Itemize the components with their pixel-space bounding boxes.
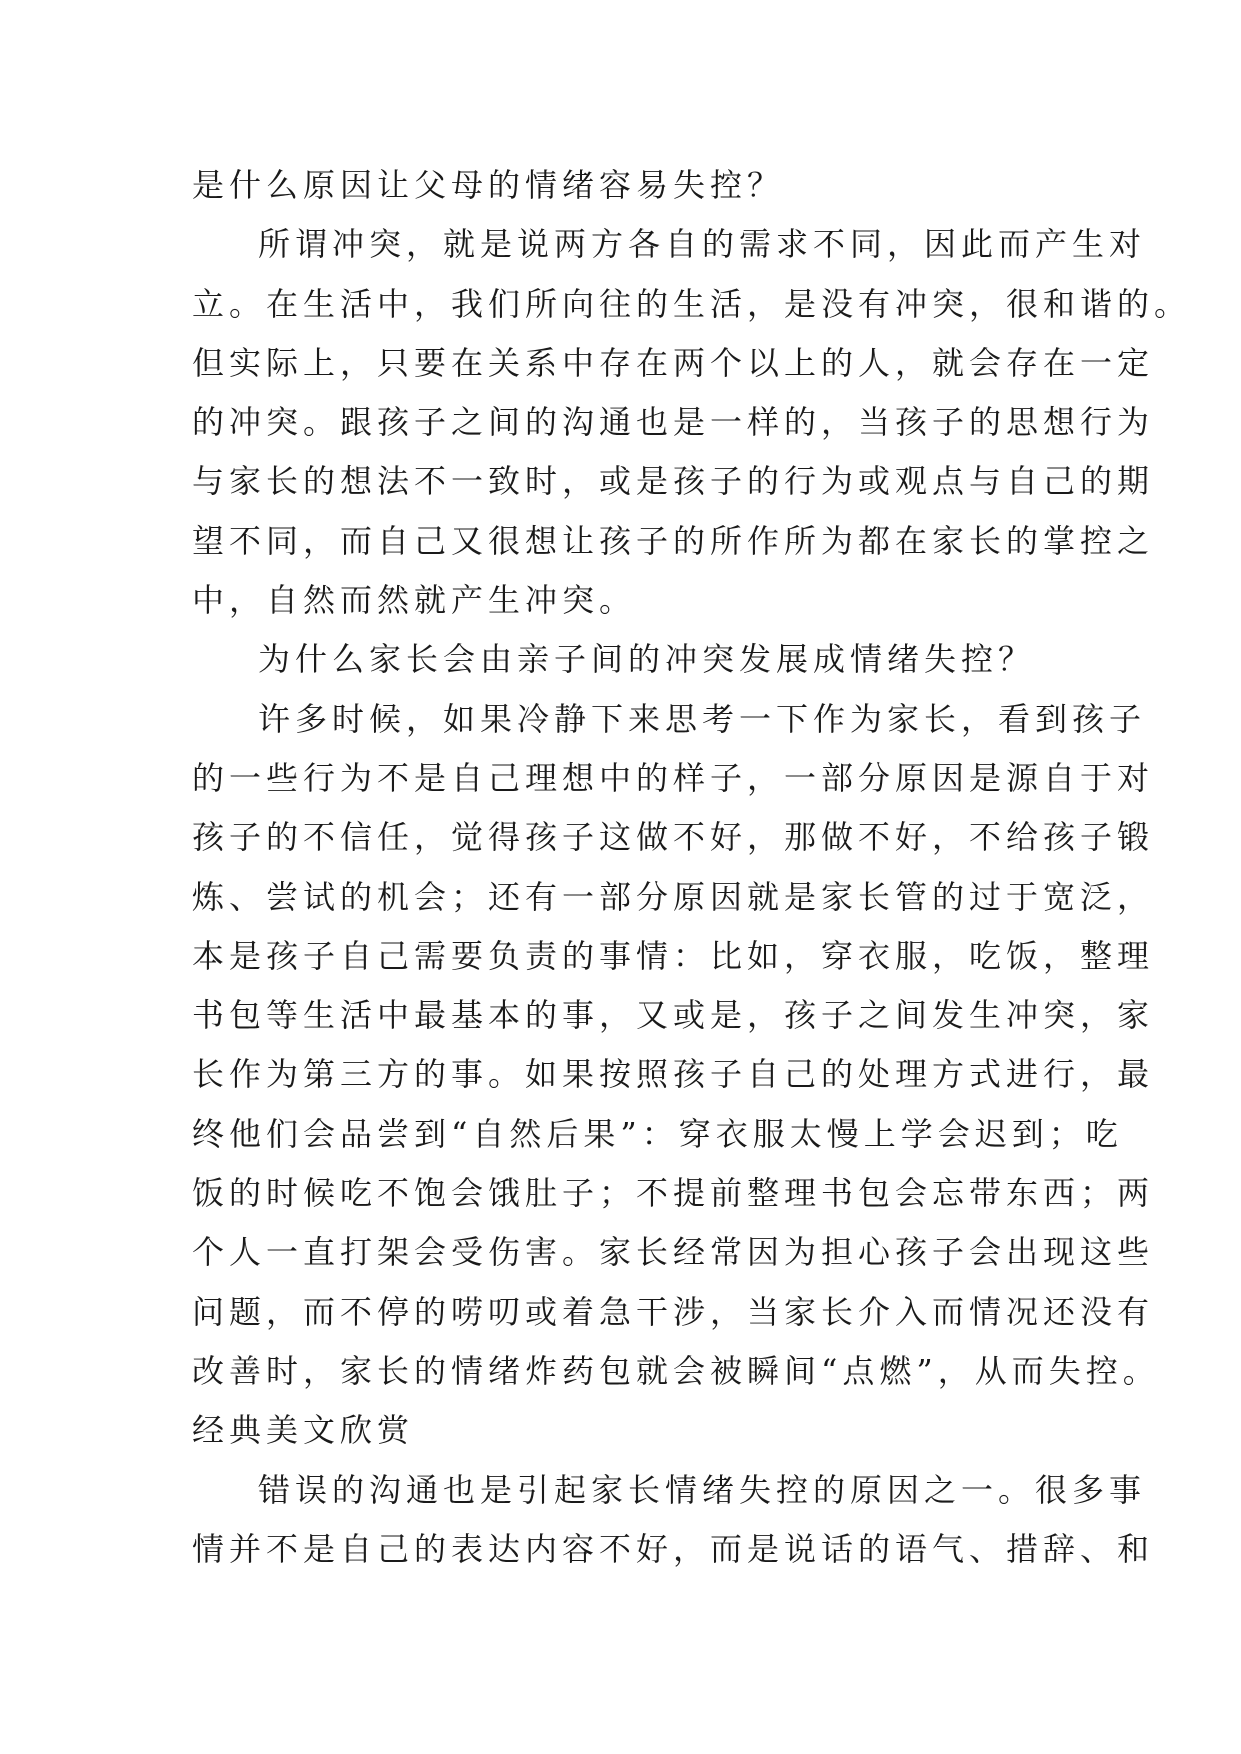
- section-label: 经典美文欣赏: [192, 1411, 415, 1450]
- paragraph-line: 中，自然而然就产生冲突。: [192, 581, 637, 620]
- paragraph-line: 的一些行为不是自己理想中的样子，一部分原因是源自于对: [192, 758, 1155, 797]
- paragraph-line: 与家长的想法不一致时，或是孩子的行为或观点与自己的期: [192, 462, 1155, 501]
- paragraph-line: 书包等生活中最基本的事，又或是，孩子之间发生冲突，家: [192, 996, 1155, 1035]
- text-line-question: 为什么家长会由亲子间的冲突发展成情绪失控？: [258, 640, 1036, 679]
- paragraph-line: 望不同，而自己又很想让孩子的所作所为都在家长的掌控之: [192, 521, 1155, 560]
- paragraph-line: 立。在生活中，我们所向往的生活，是没有冲突，很和谐的。: [192, 284, 1192, 323]
- paragraph-line: 错误的沟通也是引起家长情绪失控的原因之一。很多事: [258, 1470, 1147, 1509]
- paragraph-line: 饭的时候吃不饱会饿肚子；不提前整理书包会忘带东西；两: [192, 1174, 1155, 1213]
- paragraph-line: 本是孩子自己需要负责的事情：比如，穿衣服，吃饭，整理: [192, 936, 1155, 975]
- paragraph-line: 情并不是自己的表达内容不好，而是说话的语气、措辞、和: [192, 1529, 1155, 1568]
- paragraph-line: 孩子的不信任，觉得孩子这做不好，那做不好，不给孩子锻: [192, 818, 1155, 857]
- paragraph-line: 问题，而不停的唠叨或着急干涉，当家长介入而情况还没有: [192, 1292, 1155, 1331]
- paragraph-line: 所谓冲突，就是说两方各自的需求不同，因此而产生对: [258, 225, 1147, 264]
- paragraph-line: 许多时候，如果冷静下来思考一下作为家长，看到孩子: [258, 699, 1147, 738]
- document-body: [192, 156, 1192, 1579]
- paragraph-line: 炼、尝试的机会；还有一部分原因就是家长管的过于宽泛，: [192, 877, 1155, 916]
- paragraph-line: 改善时，家长的情绪炸药包就会被瞬间“点燃”，从而失控。: [192, 1351, 1160, 1390]
- paragraph-line: 个人一直打架会受伤害。家长经常因为担心孩子会出现这些: [192, 1233, 1155, 1272]
- paragraph-line: 的冲突。跟孩子之间的沟通也是一样的，当孩子的思想行为: [192, 403, 1155, 442]
- paragraph-line: 终他们会品尝到“自然后果”：穿衣服太慢上学会迟到；吃: [192, 1114, 1123, 1153]
- paragraph-line: 但实际上，只要在关系中存在两个以上的人，就会存在一定: [192, 343, 1155, 382]
- text-line-question-heading: 是什么原因让父母的情绪容易失控？: [192, 166, 785, 204]
- paragraph-line: 长作为第三方的事。如果按照孩子自己的处理方式进行，最: [192, 1055, 1155, 1094]
